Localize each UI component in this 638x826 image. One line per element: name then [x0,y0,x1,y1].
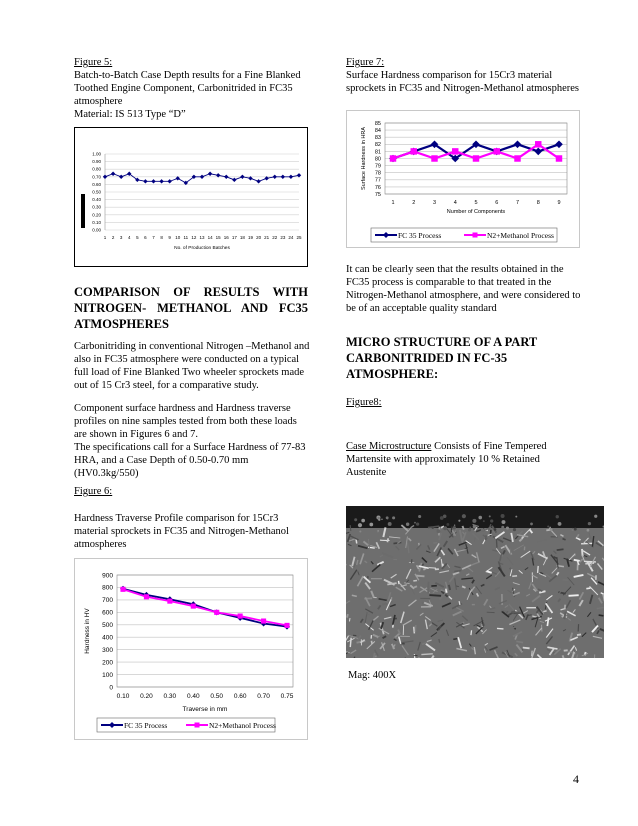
text-line: HRA, and a Case Depth of 0.50-0.70 mm [74,455,249,466]
surface-grain [446,523,449,526]
y-tick-label: 82 [374,142,381,149]
x-axis-label: Number of Components [446,209,506,215]
x-tick-label: 0.30 [163,693,177,700]
martensite-needle [429,595,441,596]
x-tick-label: 10 [175,235,181,240]
data-point [289,175,293,179]
martensite-needle [497,628,503,629]
martensite-needle [510,549,511,555]
martensite-needle [439,639,440,643]
martensite-needle [387,538,388,542]
text-line: also in FC35 atmosphere were conducted on a typical [74,354,300,365]
martensite-needle [584,561,596,562]
x-tick-label: 9 [168,235,171,240]
y-tick-label: 76 [374,184,381,191]
surface-grain [587,529,590,532]
text-line: (HV0.3kg/550) [74,468,139,479]
x-tick-label: 0.60 [233,693,247,700]
legend-label: N2+Methanol Process [487,231,554,240]
caption-line: Hardness Traverse Profile comparison for 15Cr3 [74,513,279,524]
surface-grain [354,518,357,521]
martensite-needle [429,568,436,569]
text-line: Component surface hardness and Hardness traverse [74,403,291,414]
x-tick-label: 17 [231,235,237,240]
surface-grain [481,528,485,532]
data-point-n2-methanol [494,148,500,154]
data-point [151,179,155,183]
caption-line: material sprockets in FC35 and Nitrogen-Methanol [74,526,289,537]
x-tick-label: 23 [280,235,286,240]
text-line: Carbonitriding in conventional Nitrogen –Methanol and [74,341,310,352]
surface-grain [440,516,444,520]
data-point [273,175,277,179]
surface-grain [392,516,395,519]
data-point [281,175,285,179]
figure8-label: Figure8: [346,397,382,408]
surface-grain [361,519,365,523]
x-tick-label: 21 [264,235,270,240]
caption-line: Toothed Engine Component, Carbonitrided in FC35 [74,83,293,94]
data-point-n2-methanol [431,155,437,161]
surface-grain [588,522,591,525]
y-tick-label: 83 [374,135,381,142]
x-tick-label: 9 [557,200,561,206]
text-line: Nitrogen-Methanol atmosphere, and were considered to [346,290,581,301]
data-point-n2-methanol [120,587,125,592]
figure7-chart-frame [346,110,580,248]
surface-grain [572,529,574,531]
martensite-needle [416,576,425,577]
x-tick-label: 1 [103,235,107,240]
x-tick-label: 2 [412,200,416,206]
data-point [200,175,204,179]
martensite-needle [471,630,472,635]
magnification-label: Mag: 400X [348,670,397,681]
y-tick-label: 0.90 [92,159,101,165]
text-line: Austenite [346,467,387,478]
y-tick-label: 1.00 [92,151,101,157]
text-line: It can be clearly seen that the results obtained in the [346,264,564,275]
surface-grain [501,514,505,518]
surface-grain [462,514,466,518]
section-heading-microstructure [346,334,606,382]
martensite-needle [371,641,372,644]
data-point-n2-methanol [411,148,417,154]
y-tick-label: 0.40 [92,197,101,203]
case-microstructure-label: Case Microstructure [346,441,432,452]
surface-grain [490,519,493,522]
x-tick-label: 15 [215,235,221,240]
surface-grain [574,528,577,531]
x-tick-label: 6 [495,200,499,206]
y-tick-label: 85 [374,120,381,127]
surface-grain [483,520,485,522]
figure7-caption [346,56,606,95]
text-line: FC35 process is comparable to that treated in the [346,277,552,288]
martensite-needle [421,654,432,655]
y-tick-label: 80 [374,156,381,163]
surface-grain [456,528,457,529]
martensite-needle [350,525,351,531]
martensite-needle [516,641,523,642]
y-tick-label: 100 [102,671,113,679]
y-tick-label: 200 [102,659,113,667]
data-point-n2-methanol [514,155,520,161]
martensite-needle [538,566,539,573]
figure6-caption [74,512,324,551]
data-point [224,175,228,179]
heading-line: ATMOSPHERES [74,317,169,331]
data-point-n2-methanol [535,141,541,147]
martensite-needle [433,543,437,544]
martensite-needle [490,530,491,536]
y-tick-label: 800 [102,584,113,592]
caption-line: sprockets in FC35 and Nitrogen-Methanol atmospheres [346,83,579,94]
x-tick-label: 8 [160,235,163,240]
y-tick-label: 0.30 [92,204,101,210]
surface-grain [572,528,573,529]
case-microstructure-text [346,440,606,479]
surface-grain [553,529,554,530]
figure7-chart [347,111,579,247]
martensite-needle [563,580,569,581]
y-tick-label: 84 [374,128,381,135]
y-tick-label: 0.20 [92,212,101,218]
surface-grain [549,527,551,529]
data-point [143,179,147,183]
surface-grain [489,515,491,517]
martensite-needle [462,526,463,530]
data-point [159,179,163,183]
y-tick-label: 0.70 [92,174,101,180]
data-point-n2-methanol [390,155,396,161]
martensite-needle [506,628,515,629]
heading-line: CARBONITRIDED IN FC-35 [346,351,508,365]
x-tick-label: 16 [223,235,229,240]
caption-line: atmosphere [74,96,123,107]
text-line: are shown in Figures 6 and 7. [74,429,198,440]
surface-grain [547,525,549,527]
martensite-needle [451,526,452,532]
y-tick-label: 0.60 [92,181,101,187]
x-tick-label: 0.70 [257,693,270,700]
text-line: The specifications call for a Surface Hardness of 77-83 [74,442,306,453]
caption-line: Material: IS 513 Type “D” [74,109,186,120]
heading-line: NITROGEN- METHANOL AND FC35 [74,301,308,315]
legend-label: FC 35 Process [398,231,442,240]
martensite-needle [557,549,564,550]
surface-grain [381,518,383,520]
data-point-n2-methanol [452,148,458,154]
surface-grain [558,522,562,526]
figure5-chart-frame [74,127,308,267]
x-tick-label: 0.40 [186,693,200,700]
text-line: full load of Fine Blanked Two wheeler sprockets made [74,367,305,378]
data-point-n2-methanol [238,614,243,619]
x-tick-label: 22 [272,235,278,240]
surface-grain [502,520,506,524]
x-tick-label: 0.20 [140,693,153,700]
legend-label: FC 35 Process [124,721,168,730]
martensite-needle [599,615,604,616]
martensite-needle [356,539,357,543]
data-point [167,179,171,183]
micrograph-image [346,506,604,658]
y-tick-label: 400 [102,634,113,642]
y-tick-label: 700 [102,597,113,605]
surface-grain [386,516,389,519]
surface-grain [594,515,597,518]
chart-black-marker [81,194,85,228]
martensite-needle [414,627,415,634]
y-tick-label: 0.80 [92,166,101,172]
x-tick-label: 12 [191,235,197,240]
x-tick-label: 0.75 [280,693,294,700]
plot-area [117,575,293,687]
martensite-needle [543,611,546,612]
surface-grain [432,527,434,529]
surface-grain [556,515,559,518]
surface-grain [550,528,553,531]
figure5-caption [74,56,324,121]
x-tick-label: 7 [152,235,155,240]
x-tick-label: 2 [111,235,115,240]
figure6-label: Figure 6: [74,486,113,497]
data-point-n2-methanol [261,618,266,623]
martensite-needle [449,585,450,590]
surface-grain [416,523,419,526]
heading-line: MICRO STRUCTURE OF A PART [346,335,538,349]
surface-grain [501,526,504,529]
x-tick-label: 1 [391,200,395,206]
y-tick-label: 75 [374,191,381,198]
surface-grain [513,528,516,531]
text-line: Consists of Fine Tempered [431,441,547,452]
data-point [208,172,212,176]
surface-grain [406,523,409,526]
legend-marker [473,233,478,238]
martensite-needle [454,570,461,571]
section-heading-comparison-last [74,316,308,332]
page-number: 4 [573,772,579,786]
martensite-needle [577,634,581,635]
comparison-paragraph-2 [74,402,324,480]
data-point [103,175,107,179]
data-point-n2-methanol [167,599,172,604]
figure5-label: Figure 5: [74,57,113,68]
martensite-needle [347,614,348,617]
y-tick-label: 0.10 [92,219,101,225]
y-tick-label: 0.50 [92,189,101,195]
legend-marker [195,723,200,728]
martensite-needle [562,539,565,540]
surface-grain [458,520,460,522]
data-point-fc35 [555,141,563,149]
surface-grain [506,526,509,529]
x-tick-label: 4 [127,235,131,240]
x-tick-label: 5 [136,235,139,240]
surface-grain [494,528,497,531]
martensite-needle [511,612,522,613]
surface-grain [418,515,421,518]
y-tick-label: 0.00 [92,227,101,233]
surface-grain [377,530,379,532]
surface-grain [468,528,471,531]
x-tick-label: 7 [515,200,520,206]
text-line: be of an acceptable quality standard [346,303,497,314]
martensite-needle [414,586,417,587]
x-tick-label: 11 [183,235,189,240]
surface-grain [530,523,533,526]
heading-line: COMPARISON OF RESULTS WITH [74,285,308,299]
x-tick-label: 3 [119,235,123,240]
martensite-needle [586,588,590,589]
data-point-n2-methanol [556,155,562,161]
data-point-fc35 [534,148,542,156]
y-tick-label: 300 [102,646,113,654]
y-tick-label: 900 [102,572,113,580]
x-tick-label: 8 [536,200,540,206]
x-tick-label: 6 [144,235,147,240]
heading-line: ATMOSPHERE: [346,367,439,381]
y-axis-label: Hardness in HV [84,608,91,654]
y-tick-label: 79 [374,163,381,170]
surface-grain [453,526,456,529]
y-tick-label: 0 [109,684,113,692]
surface-grain [478,516,482,520]
conclusion-paragraph [346,263,608,315]
surface-grain [359,530,361,532]
data-point [256,179,260,183]
data-point [111,172,115,176]
surface-grain [515,516,517,518]
caption-line: Surface Hardness comparison for 15Cr3 material [346,70,553,81]
text-line: out of 15 Cr3 steel, for a comparative study. [74,380,259,391]
section-heading-comparison [74,284,308,316]
surface-grain [454,525,455,526]
surface-grain [437,529,441,533]
figure6-chart [75,559,307,739]
text-line: Martensite with approximately 10 % Retained [346,454,540,465]
data-point-fc35 [514,141,522,149]
data-point [119,175,123,179]
x-axis-label: Traverse in mm [182,706,228,713]
data-point-n2-methanol [473,155,479,161]
surface-grain [443,526,447,530]
surface-grain [378,519,380,521]
x-tick-label: 5 [474,200,478,206]
x-tick-label: 19 [247,235,254,240]
x-tick-label: 18 [239,235,245,240]
surface-grain [473,525,477,529]
x-tick-label: 14 [207,235,213,240]
data-point-n2-methanol [144,594,149,599]
figure7-label: Figure 7: [346,57,385,68]
surface-grain [369,523,373,527]
caption-line: atmospheres [74,539,127,550]
data-point [240,175,244,179]
x-axis-label: No. of Production Batches [174,246,230,251]
y-tick-label: 77 [374,177,381,184]
martensite-needle [453,639,457,640]
martensite-needle [569,595,579,596]
comparison-paragraph-1 [74,340,324,392]
surface-grain [472,519,476,523]
x-tick-label: 24 [288,235,294,240]
martensite-needle [574,560,580,561]
figure5-chart [75,128,307,266]
martensite-needle [423,568,426,569]
y-tick-label: 500 [102,622,113,630]
y-tick-label: 81 [374,149,381,156]
legend-label: N2+Methanol Process [209,721,276,730]
y-tick-label: 78 [374,170,381,177]
figure6-chart-frame [74,558,308,740]
martensite-needle [564,612,565,619]
x-tick-label: 0.10 [116,693,130,700]
x-tick-label: 0.50 [210,693,224,700]
micrograph-texture [346,506,604,658]
x-tick-label: 25 [296,235,302,240]
surface-grain [414,522,416,524]
martensite-needle [523,648,530,649]
x-tick-label: 13 [199,235,205,240]
x-tick-label: 4 [453,200,457,206]
y-tick-label: 600 [102,609,113,617]
data-point-n2-methanol [191,604,196,609]
y-axis-label: Surface Hardness in HRA [361,127,367,190]
data-point-n2-methanol [214,610,219,615]
surface-grain [358,523,362,527]
text-line: profiles on nine samples tested from both these loads [74,416,297,427]
data-point-n2-methanol [284,623,289,628]
data-point [232,178,236,182]
x-tick-label: 20 [256,235,262,240]
surface-grain [388,522,392,526]
caption-line: Batch-to-Batch Case Depth results for a Fine Blanked [74,70,301,81]
martensite-needle [350,638,351,647]
x-tick-label: 3 [432,200,437,206]
martensite-needle [399,581,400,584]
